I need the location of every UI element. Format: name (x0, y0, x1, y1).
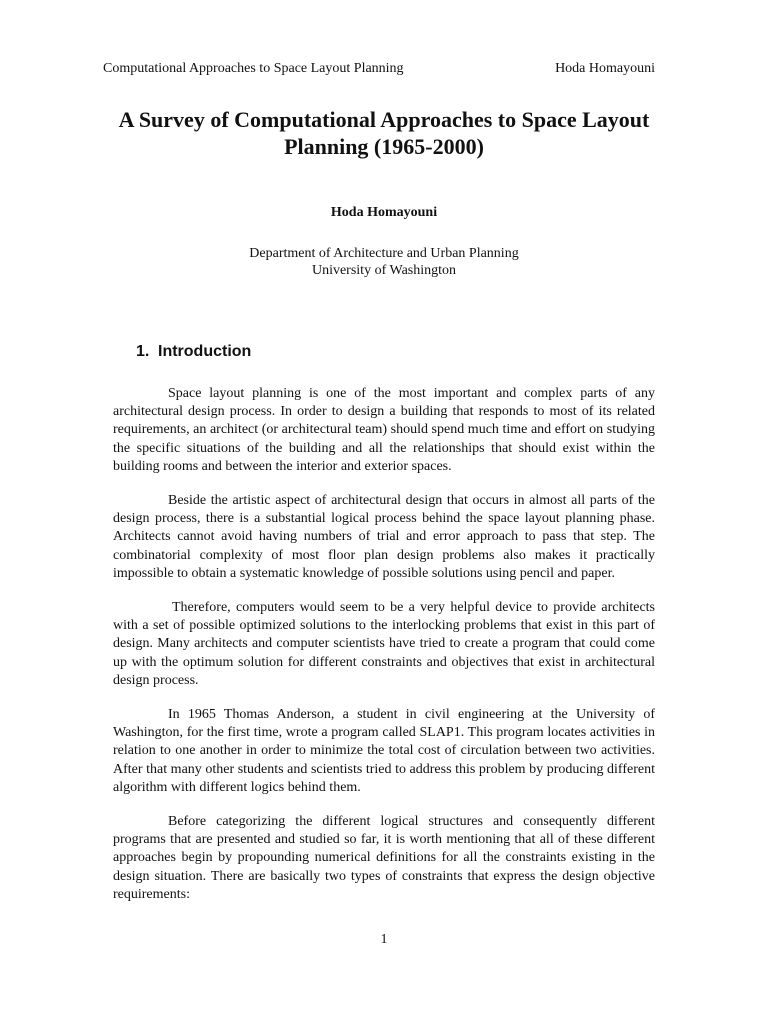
paragraph: Space layout planning is one of the most important and complex parts of any architectural design process. In order to design a building that responds to most of its related requirements, an architect (or architectural team) should spend much time and effort on studying the specific situations of the building and all the relationships that should exist within the building rooms and between the interior and exterior spaces. (113, 386, 655, 474)
body-text (113, 385, 655, 920)
running-header (103, 60, 655, 78)
running-header-author: Hoda Homayouni (555, 61, 655, 76)
paper-title (70, 106, 698, 160)
paragraph: Therefore, computers would seem to be a very helpful device to provide architects with a set of possible optimized solutions to the interlocking problems that exist in this part of design. Many architects and computer scientists have tried to create a program that could come up with the optimum solution for different constraints and objectives that exist in architectural design process. (113, 600, 655, 688)
section-heading-introduction (136, 342, 251, 362)
author-name: Hoda Homayouni (330, 205, 438, 220)
department: Department of Architecture and Urban Planning (249, 246, 519, 261)
paper-title-line-2: Planning (1965-2000) (284, 134, 484, 159)
paper-title-line-1: A Survey of Computational Approaches to Space Layout (118, 107, 650, 132)
section-number: 1. (136, 343, 150, 360)
paragraph: In 1965 Thomas Anderson, a student in civil engineering at the University of Washington, for the first time, wrote a program called SLAP1. This program locates activities in relation to one another in order to minimize the total cost of circulation between two activities. After that many other students and scientists tried to address this problem by producing different algorithm with different logics behind them. (113, 707, 655, 795)
section-title: Introduction (158, 343, 252, 360)
paragraph: Beside the artistic aspect of architectural design that occurs in almost all parts of the design process, there is a substantial logical process behind the space layout planning phase. Architects cannot avoid having numbers of trial and error approach to pass that step. The combinatorial complexity of most floor plan design problems also makes it practically impossible to obtain a systematic knowledge of possible solutions using pencil and paper. (113, 493, 655, 581)
page-number: 1 (380, 932, 388, 947)
author-affiliation (0, 245, 768, 279)
university: University of Washington (311, 263, 457, 278)
running-header-title: Computational Approaches to Space Layout Planning (103, 61, 404, 76)
paragraph: Before categorizing the different logical structures and consequently different programs that are presented and studied so far, it is worth mentioning that all of these different approaches begin by propounding numerical definitions for all the constraints existing in the design situation. There are basically two types of constraints that express the design objective requirements: (113, 814, 655, 902)
